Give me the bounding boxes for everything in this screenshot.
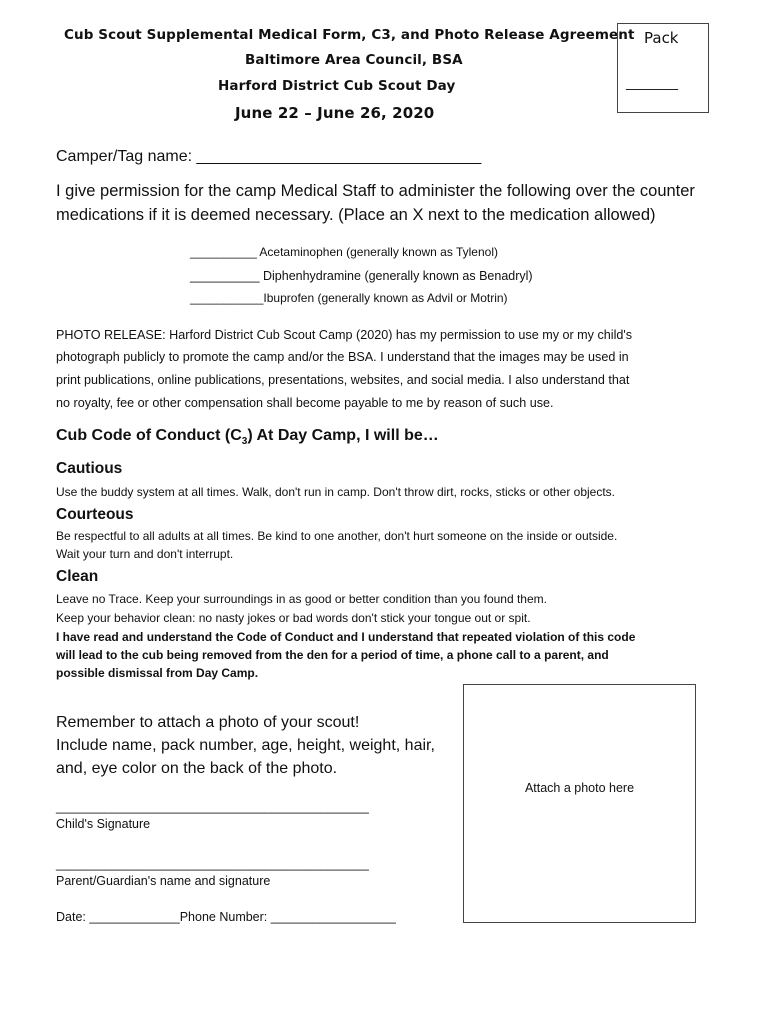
permission-text-line2: medications if it is deemed necessary. (Place an X next to the medication allowed) bbox=[56, 206, 656, 224]
photo-release-line4: no royalty, fee or other compensation shall become payable to me by reason of such use. bbox=[56, 396, 554, 410]
clean-text-line2: Keep your behavior clean: no nasty jokes or bad words don't stick your tongue out or spit. bbox=[56, 611, 531, 625]
medication-acetaminophen[interactable]: __________ Acetaminophen (generally known as Tylenol) bbox=[190, 245, 498, 259]
medication-ibuprofen[interactable]: ___________Ibuprofen (generally known as Advil or Motrin) bbox=[190, 291, 508, 305]
child-signature-line[interactable]: _____________________________________________ bbox=[56, 800, 369, 814]
cautious-heading: Cautious bbox=[56, 460, 123, 477]
event-name: Harford District Cub Scout Day bbox=[218, 78, 456, 94]
camper-name-field[interactable]: Camper/Tag name: ________________________________ bbox=[56, 148, 482, 165]
parent-signature-line[interactable]: _____________________________________________ bbox=[56, 857, 369, 871]
pack-label: Pack bbox=[644, 29, 679, 47]
clean-text-line1: Leave no Trace. Keep your surroundings in as good or better condition than you found them. bbox=[56, 592, 547, 606]
medication-diphenhydramine[interactable]: __________ Diphenhydramine (generally known as Benadryl) bbox=[190, 269, 533, 283]
child-signature-label: Child's Signature bbox=[56, 817, 151, 831]
code-of-conduct-title: Cub Code of Conduct $(C_3)$ At Day Camp, I will be… bbox=[56, 427, 439, 448]
photo-release-line1: PHOTO RELEASE: Harford District Cub Scout Camp (2020) has my permission to use my or my child's bbox=[56, 328, 633, 342]
courteous-heading: Courteous bbox=[56, 506, 134, 523]
agreement-line2: will lead to the cub being removed from the den for a period of time, a phone call to a parent, and bbox=[56, 648, 609, 662]
clean-heading: Clean bbox=[56, 568, 99, 585]
photo-reminder-line3: and, eye color on the back of the photo. bbox=[56, 760, 338, 777]
photo-release-line3: print publications, online publications, presentations, websites, and social media. I also understand that bbox=[56, 373, 630, 387]
photo-box-label: Attach a photo here bbox=[524, 781, 635, 795]
agreement-line3: possible dismissal from Day Camp. bbox=[56, 666, 259, 680]
form-title: Cub Scout Supplemental Medical Form, C3, and Photo Release Agreement bbox=[64, 27, 635, 43]
photo-attachment-box[interactable] bbox=[463, 684, 696, 923]
photo-reminder-line1: Remember to attach a photo of your scout! bbox=[56, 714, 360, 731]
courteous-text-line2: Wait your turn and don't interrupt. bbox=[56, 547, 234, 561]
agreement-line1: I have read and understand the Code of Conduct and I understand that repeated violation of this code bbox=[56, 630, 636, 644]
council-name: Baltimore Area Council, BSA bbox=[245, 52, 463, 68]
photo-reminder-line2: Include name, pack number, age, height, weight, hair, bbox=[56, 737, 435, 754]
photo-release-line2: photograph publicly to promote the camp and/or the BSA. I understand that the images may be used in bbox=[56, 350, 629, 364]
pack-box[interactable] bbox=[617, 23, 709, 113]
permission-text-line1: I give permission for the camp Medical Staff to administer the following over the counter bbox=[56, 182, 695, 200]
parent-signature-label: Parent/Guardian's name and signature bbox=[56, 874, 271, 888]
courteous-text-line1: Be respectful to all adults at all times. Be kind to one another, don't hurt someone on the inside or outside. bbox=[56, 529, 618, 543]
date-phone-field[interactable]: Date: _____________Phone Number: __________________ bbox=[56, 910, 396, 924]
cautious-text: Use the buddy system at all times. Walk, don't run in camp. Don't throw dirt, rocks, sticks or other objects. bbox=[56, 485, 616, 499]
pack-number-blank[interactable]: ________ bbox=[626, 76, 678, 91]
event-dates: June 22 – June 26, 2020 bbox=[235, 104, 435, 122]
